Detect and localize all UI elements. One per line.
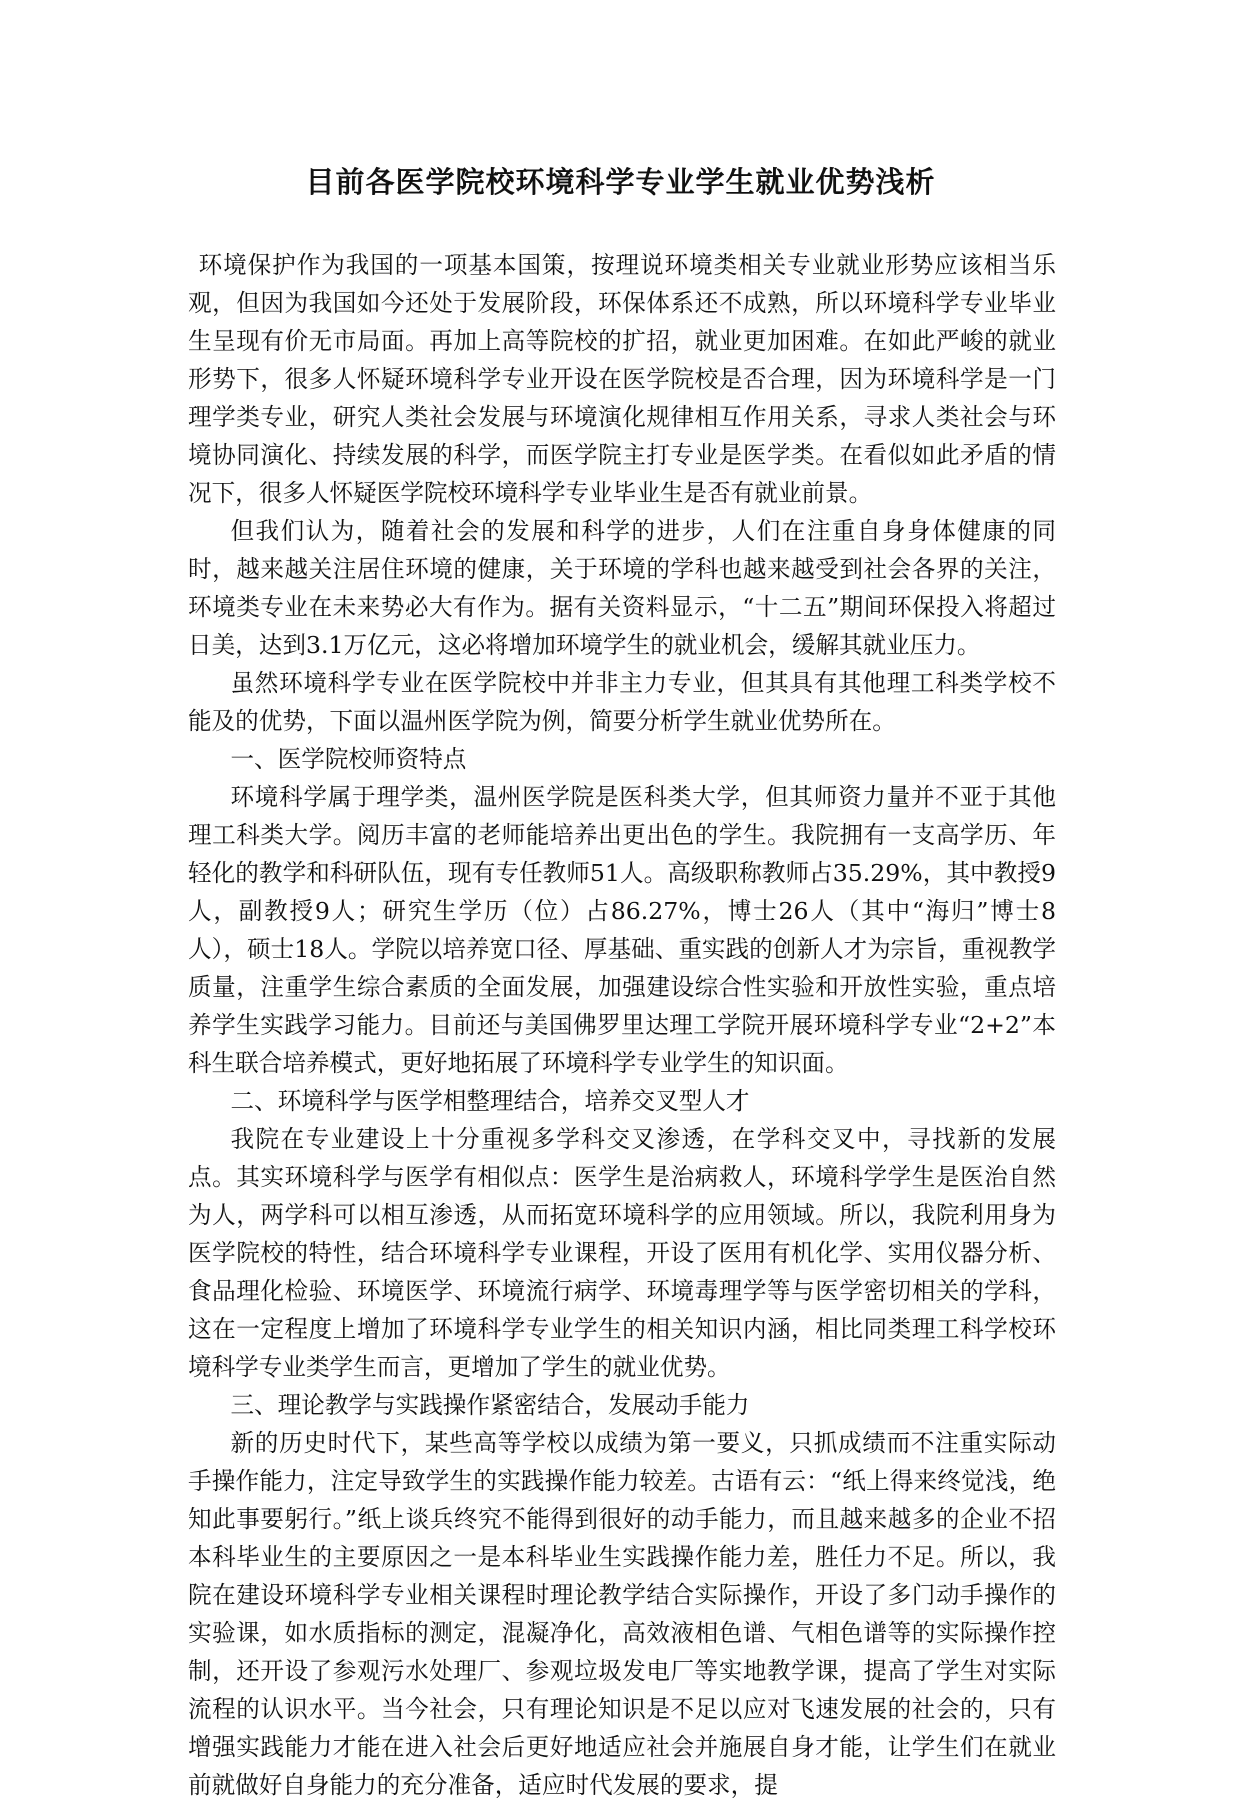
document-title: 目前各医学院校环境科学专业学生就业优势浅析 (305, 165, 936, 199)
paragraph-overview: 虽然环境科学专业在医学院校中并非主力专业，但其具有其他理工科类学校不能及的优势，下面以温州医学院为例，简要分析学生就业优势所在。 (188, 669, 1056, 735)
paragraph-intro: 环境保护作为我国的一项基本国策，按理说环境类相关专业就业形势应该相当乐观，但因为我国如今还处于发展阶段，环保体系还不成熟，所以环境科学专业毕业生呈现有价无市局面。再加上高等院校的扩招，就业更加困难。在如此严峻的就业形势下，很多人怀疑环境科学专业开设在医学院校是否合理，因为环境科学是一门理学类专业，研究人类社会发展与环境演化规律相互作用关系，寻求人类社会与环境协同演化、持续发展的科学，而医学院主打专业是医学类。在看似如此矛盾的情况下，很多人怀疑医学院校环境科学专业毕业生是否有就业前景。 (188, 251, 1056, 507)
section-heading-3: 三、理论教学与实践操作紧密结合，发展动手能力 (230, 1391, 750, 1419)
section-heading-2: 二、环境科学与医学相整理结合，培养交叉型人才 (230, 1087, 750, 1115)
section-text-2: 我院在专业建设上十分重视多学科交叉渗透，在学科交叉中，寻找新的发展点。其实环境科学与医学有相似点：医学生是治病救人，环境科学学生是医治自然为人，两学科可以相互渗透，从而拓宽环境科学的应用领域。所以，我院利用身为医学院校的特性，结合环境科学专业课程，开设了医用有机化学、实用仪器分析、食品理化检验、环境医学、环境流行病学、环境毒理学等与医学密切相关的学科，这在一定程度上增加了环境科学专业学生的相关知识内涵，相比同类理工科学校环境科学专业类学生而言，更增加了学生的就业优势。 (188, 1125, 1056, 1381)
section-text-3: 新的历史时代下，某些高等学校以成绩为第一要义，只抓成绩而不注重实际动手操作能力，注定导致学生的实践操作能力较差。古语有云：“纸上得来终觉浅，绝知此事要躬行。”纸上谈兵终究不能得到很好的动手能力，而且越来越多的企业不招本科毕业生的主要原因之一是本科毕业生实践操作能力差，胜任力不足。所以，我院在建设环境科学专业相关课程时理论教学结合实际操作，开设了多门动手操作的实验课，如水质指标的测定，混凝净化，高效液相色谱、气相色谱等的实际操作控制，还开设了参观污水处理厂、参观垃圾发电厂等实地教学课，提高了学生对实际流程的认识水平。当今社会，只有理论知识是不足以应对飞速发展的社会的，只有增强实践能力才能在进入社会后更好地适应社会并施展自身才能，让学生们在就业前就做好自身能力的充分准备，适应时代发展的要求，提 (188, 1429, 1056, 1799)
document-body (188, 246, 1056, 1804)
section-heading-1: 一、医学院校师资特点 (230, 745, 467, 773)
paragraph-opinion: 但我们认为，随着社会的发展和科学的进步，人们在注重自身身体健康的同时，越来越关注居住环境的健康，关于环境的学科也越来越受到社会各界的关注，环境类专业在未来势必大有作为。据有关资料显示，“十二五”期间环保投入将超过日美，达到3.1万亿元，这必将增加环境学生的就业机会，缓解其就业压力。 (188, 517, 1056, 659)
section-text-1: 环境科学属于理学类，温州医学院是医科类大学，但其师资力量并不亚于其他理工科类大学。阅历丰富的老师能培养出更出色的学生。我院拥有一支高学历、年轻化的教学和科研队伍，现有专任教师51人。高级职称教师占35.29%，其中教授9人，副教授9人；研究生学历（位）占86.27%，博士26人（其中“海归”博士8人），硕士18人。学院以培养宽口径、厚基础、重实践的创新人才为宗旨，重视教学质量，注重学生综合素质的全面发展，加强建设综合性实验和开放性实验，重点培养学生实践学习能力。目前还与美国佛罗里达理工学院开展环境科学专业“2+2”本科生联合培养模式，更好地拓展了环境科学专业学生的知识面。 (188, 783, 1056, 1077)
